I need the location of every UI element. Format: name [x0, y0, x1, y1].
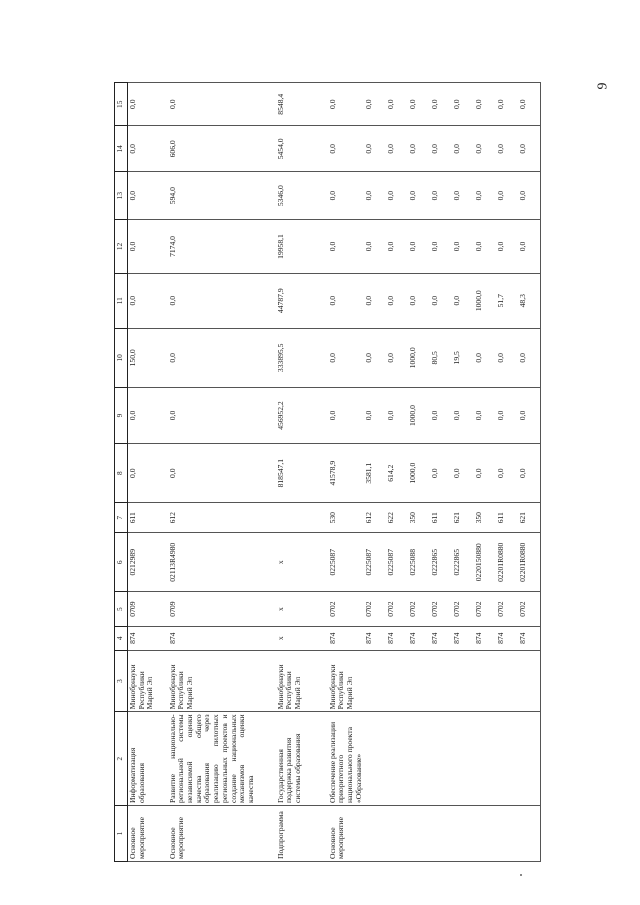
cell-year-2: 0,0: [128, 388, 168, 444]
cell-csr: 02113R4980: [168, 533, 276, 592]
cell-year-8: 0,0: [452, 83, 474, 126]
cell-grbs: 874: [128, 626, 168, 650]
cell-vr: 621: [452, 503, 474, 533]
cell-year-7: 0,0: [452, 126, 474, 172]
cell-year-7: 0,0: [496, 126, 518, 172]
table-row: [364, 83, 386, 862]
cell-year-6: 0,0: [430, 172, 452, 220]
cell-name: Развитие национально-региональной системы независимой оценки качества общего образования через реализацию пилотных региональных проектов и создание национальных механизмов оценки качества: [168, 712, 276, 806]
cell-year-7: 0,0: [386, 126, 408, 172]
cell-year-7: 0,0: [518, 126, 540, 172]
cell-vr: [276, 503, 328, 533]
cell-grbs: 874: [496, 626, 518, 650]
cell-grbs: 874: [364, 626, 386, 650]
cell-year-6: 0,0: [518, 172, 540, 220]
cell-executor: [430, 650, 452, 712]
cell-year-5: 0,0: [452, 220, 474, 274]
cell-year-8: 8548,4: [276, 83, 328, 126]
cell-year-3: 0,0: [518, 328, 540, 387]
cell-executor: [386, 650, 408, 712]
cell-year-4: 0,0: [408, 273, 430, 328]
cell-vr: 612: [168, 503, 276, 533]
cell-year-1: 0,0: [168, 443, 276, 502]
cell-year-5: 0,0: [328, 220, 365, 274]
cell-csr: 0225087: [386, 533, 408, 592]
cell-type: [474, 806, 496, 862]
cell-year-7: 0,0: [408, 126, 430, 172]
column-number-5: 5: [115, 592, 128, 626]
column-number-15: 15: [115, 83, 128, 126]
cell-executor: [364, 650, 386, 712]
cell-year-3: 0,0: [364, 328, 386, 387]
cell-grbs: 874: [168, 626, 276, 650]
cell-year-3: 1000,0: [408, 328, 430, 387]
cell-year-4: 44787,9: [276, 273, 328, 328]
table-row: [386, 83, 408, 862]
cell-grbs: х: [276, 626, 328, 650]
table-row: [276, 83, 328, 862]
cell-year-6: 594,0: [168, 172, 276, 220]
column-number-1: 1: [115, 806, 128, 862]
rotated-table-container: [114, 82, 554, 862]
cell-year-2: 0,0: [168, 388, 276, 444]
page-number: 9: [595, 82, 611, 90]
cell-grbs: 874: [452, 626, 474, 650]
cell-vr: 611: [496, 503, 518, 533]
cell-rzpr: 0709: [128, 592, 168, 626]
cell-name: [408, 712, 430, 806]
column-number-10: 10: [115, 328, 128, 387]
column-number-9: 9: [115, 388, 128, 444]
cell-year-6: 0,0: [408, 172, 430, 220]
scan-speck: [520, 874, 522, 876]
cell-vr: 350: [408, 503, 430, 533]
cell-csr: 02201R0880: [496, 533, 518, 592]
cell-name: [496, 712, 518, 806]
cell-year-2: 0,0: [364, 388, 386, 444]
cell-vr: 622: [386, 503, 408, 533]
cell-year-8: 0,0: [474, 83, 496, 126]
cell-name: [364, 712, 386, 806]
cell-type: Основное мероприятие: [328, 806, 365, 862]
cell-year-8: 0,0: [518, 83, 540, 126]
cell-rzpr: 0702: [452, 592, 474, 626]
cell-type: [518, 806, 540, 862]
cell-year-3: 19,5: [452, 328, 474, 387]
cell-vr: 611: [430, 503, 452, 533]
cell-executor: Минобрнауки Республики Марий Эл: [276, 650, 328, 712]
cell-year-7: 606,0: [168, 126, 276, 172]
cell-year-4: 0,0: [328, 273, 365, 328]
cell-type: [452, 806, 474, 862]
table-body: [128, 83, 541, 862]
cell-csr: 0222865: [452, 533, 474, 592]
table-row: [430, 83, 452, 862]
cell-year-8: 0,0: [430, 83, 452, 126]
cell-year-4: 0,0: [364, 273, 386, 328]
cell-year-6: 5346,0: [276, 172, 328, 220]
cell-type: Основное мероприятие: [128, 806, 168, 862]
cell-executor: [408, 650, 430, 712]
cell-rzpr: 0702: [408, 592, 430, 626]
cell-year-5: 0,0: [474, 220, 496, 274]
column-number-13: 13: [115, 172, 128, 220]
cell-year-2: 0,0: [474, 388, 496, 444]
table-row: [474, 83, 496, 862]
cell-rzpr: 0702: [430, 592, 452, 626]
cell-rzpr: 0709: [168, 592, 276, 626]
cell-csr: 0225088: [408, 533, 430, 592]
cell-year-2: 456952,2: [276, 388, 328, 444]
table-row: [408, 83, 430, 862]
cell-year-6: 0,0: [496, 172, 518, 220]
cell-grbs: 874: [328, 626, 365, 650]
cell-year-1: 0,0: [496, 443, 518, 502]
column-number-14: 14: [115, 126, 128, 172]
cell-vr: 611: [128, 503, 168, 533]
cell-rzpr: 0702: [518, 592, 540, 626]
cell-year-6: 0,0: [364, 172, 386, 220]
cell-name: Государственная поддержка развития системы образования: [276, 712, 328, 806]
cell-year-6: 0,0: [386, 172, 408, 220]
cell-name: [452, 712, 474, 806]
cell-year-7: 0,0: [328, 126, 365, 172]
cell-year-5: 0,0: [386, 220, 408, 274]
cell-rzpr: 0702: [474, 592, 496, 626]
cell-rzpr: х: [276, 592, 328, 626]
cell-rzpr: 0702: [496, 592, 518, 626]
cell-year-1: 0,0: [452, 443, 474, 502]
cell-year-6: 0,0: [474, 172, 496, 220]
cell-year-4: 0,0: [168, 273, 276, 328]
cell-year-7: 0,0: [128, 126, 168, 172]
cell-csr: 0212989: [128, 533, 168, 592]
cell-year-3: 0,0: [496, 328, 518, 387]
cell-grbs: 874: [518, 626, 540, 650]
cell-year-6: 0,0: [452, 172, 474, 220]
cell-year-5: 0,0: [364, 220, 386, 274]
column-number-header-row: [115, 83, 128, 862]
cell-year-1: 0,0: [430, 443, 452, 502]
cell-year-3: 0,0: [386, 328, 408, 387]
cell-grbs: 874: [474, 626, 496, 650]
table-row: [496, 83, 518, 862]
cell-type: [496, 806, 518, 862]
cell-year-8: 0,0: [496, 83, 518, 126]
column-number-6: 6: [115, 533, 128, 592]
cell-csr: х: [276, 533, 328, 592]
cell-year-5: 0,0: [430, 220, 452, 274]
cell-year-3: 0,0: [474, 328, 496, 387]
cell-year-8: 0,0: [386, 83, 408, 126]
cell-csr: 02201R0880: [518, 533, 540, 592]
cell-executor: [518, 650, 540, 712]
cell-year-3: 0,0: [168, 328, 276, 387]
cell-year-8: 0,0: [408, 83, 430, 126]
column-number-11: 11: [115, 273, 128, 328]
cell-csr: 0222865: [430, 533, 452, 592]
cell-year-5: 0,0: [128, 220, 168, 274]
column-number-8: 8: [115, 443, 128, 502]
budget-table: [114, 82, 541, 862]
cell-vr: 530: [328, 503, 365, 533]
cell-year-5: 7174,0: [168, 220, 276, 274]
cell-year-6: 0,0: [128, 172, 168, 220]
table-row: [452, 83, 474, 862]
cell-year-3: 333895,5: [276, 328, 328, 387]
cell-vr: 621: [518, 503, 540, 533]
cell-year-8: 0,0: [328, 83, 365, 126]
cell-vr: 350: [474, 503, 496, 533]
cell-year-1: 0,0: [518, 443, 540, 502]
cell-type: [364, 806, 386, 862]
cell-executor: [496, 650, 518, 712]
cell-year-1: 0,0: [474, 443, 496, 502]
cell-name: Обеспечение реализации приоритетного национального проекта «Образование»: [328, 712, 365, 806]
cell-name: [474, 712, 496, 806]
cell-year-8: 0,0: [128, 83, 168, 126]
cell-csr: 0225087: [364, 533, 386, 592]
column-number-3: 3: [115, 650, 128, 712]
cell-year-1: 0,0: [128, 443, 168, 502]
cell-executor: Минобрнауки Республики Марий Эл: [328, 650, 365, 712]
cell-type: [386, 806, 408, 862]
cell-year-7: 0,0: [474, 126, 496, 172]
cell-rzpr: 0702: [386, 592, 408, 626]
cell-executor: Минобрнауки Республики Марий Эл: [168, 650, 276, 712]
column-number-7: 7: [115, 503, 128, 533]
cell-year-5: 0,0: [408, 220, 430, 274]
cell-executor: Минобрнауки Республики Марий Эл: [128, 650, 168, 712]
cell-csr: 0220150880: [474, 533, 496, 592]
cell-year-1: 41578,9: [328, 443, 365, 502]
cell-rzpr: 0702: [328, 592, 365, 626]
cell-rzpr: 0702: [364, 592, 386, 626]
column-number-4: 4: [115, 626, 128, 650]
cell-year-4: 1000,0: [474, 273, 496, 328]
cell-year-4: 0,0: [430, 273, 452, 328]
cell-type: Подпрограмма: [276, 806, 328, 862]
cell-grbs: 874: [408, 626, 430, 650]
cell-year-5: 19958,1: [276, 220, 328, 274]
column-number-2: 2: [115, 712, 128, 806]
column-number-12: 12: [115, 220, 128, 274]
cell-name: [430, 712, 452, 806]
cell-year-5: 0,0: [518, 220, 540, 274]
cell-grbs: 874: [430, 626, 452, 650]
table-row: [328, 83, 365, 862]
cell-year-3: 0,0: [328, 328, 365, 387]
cell-year-2: 0,0: [328, 388, 365, 444]
cell-year-1: 1000,0: [408, 443, 430, 502]
cell-year-4: 0,0: [452, 273, 474, 328]
cell-year-4: 48,3: [518, 273, 540, 328]
cell-year-7: 0,0: [430, 126, 452, 172]
cell-year-2: 0,0: [386, 388, 408, 444]
cell-year-2: 0,0: [452, 388, 474, 444]
cell-year-7: 5454,0: [276, 126, 328, 172]
cell-year-3: 80,5: [430, 328, 452, 387]
cell-year-3: 150,0: [128, 328, 168, 387]
cell-executor: [452, 650, 474, 712]
cell-grbs: 874: [386, 626, 408, 650]
cell-year-1: 614,2: [386, 443, 408, 502]
cell-year-8: 0,0: [168, 83, 276, 126]
cell-year-7: 0,0: [364, 126, 386, 172]
cell-year-1: 818547,1: [276, 443, 328, 502]
table-row: [168, 83, 276, 862]
cell-vr: 612: [364, 503, 386, 533]
cell-year-8: 0,0: [364, 83, 386, 126]
cell-year-2: 0,0: [496, 388, 518, 444]
cell-csr: 0225087: [328, 533, 365, 592]
cell-type: Основное мероприятие: [168, 806, 276, 862]
cell-name: Информатизация образования: [128, 712, 168, 806]
cell-name: [518, 712, 540, 806]
cell-year-5: 0,0: [496, 220, 518, 274]
cell-year-1: 3581,1: [364, 443, 386, 502]
cell-type: [408, 806, 430, 862]
cell-year-4: 51,7: [496, 273, 518, 328]
cell-year-2: 0,0: [518, 388, 540, 444]
table-row: [128, 83, 168, 862]
cell-year-4: 0,0: [386, 273, 408, 328]
table-row: [518, 83, 540, 862]
cell-year-6: 0,0: [328, 172, 365, 220]
cell-year-4: 0,0: [128, 273, 168, 328]
cell-executor: [474, 650, 496, 712]
cell-name: [386, 712, 408, 806]
cell-year-2: 1000,0: [408, 388, 430, 444]
cell-type: [430, 806, 452, 862]
cell-year-2: 0,0: [430, 388, 452, 444]
